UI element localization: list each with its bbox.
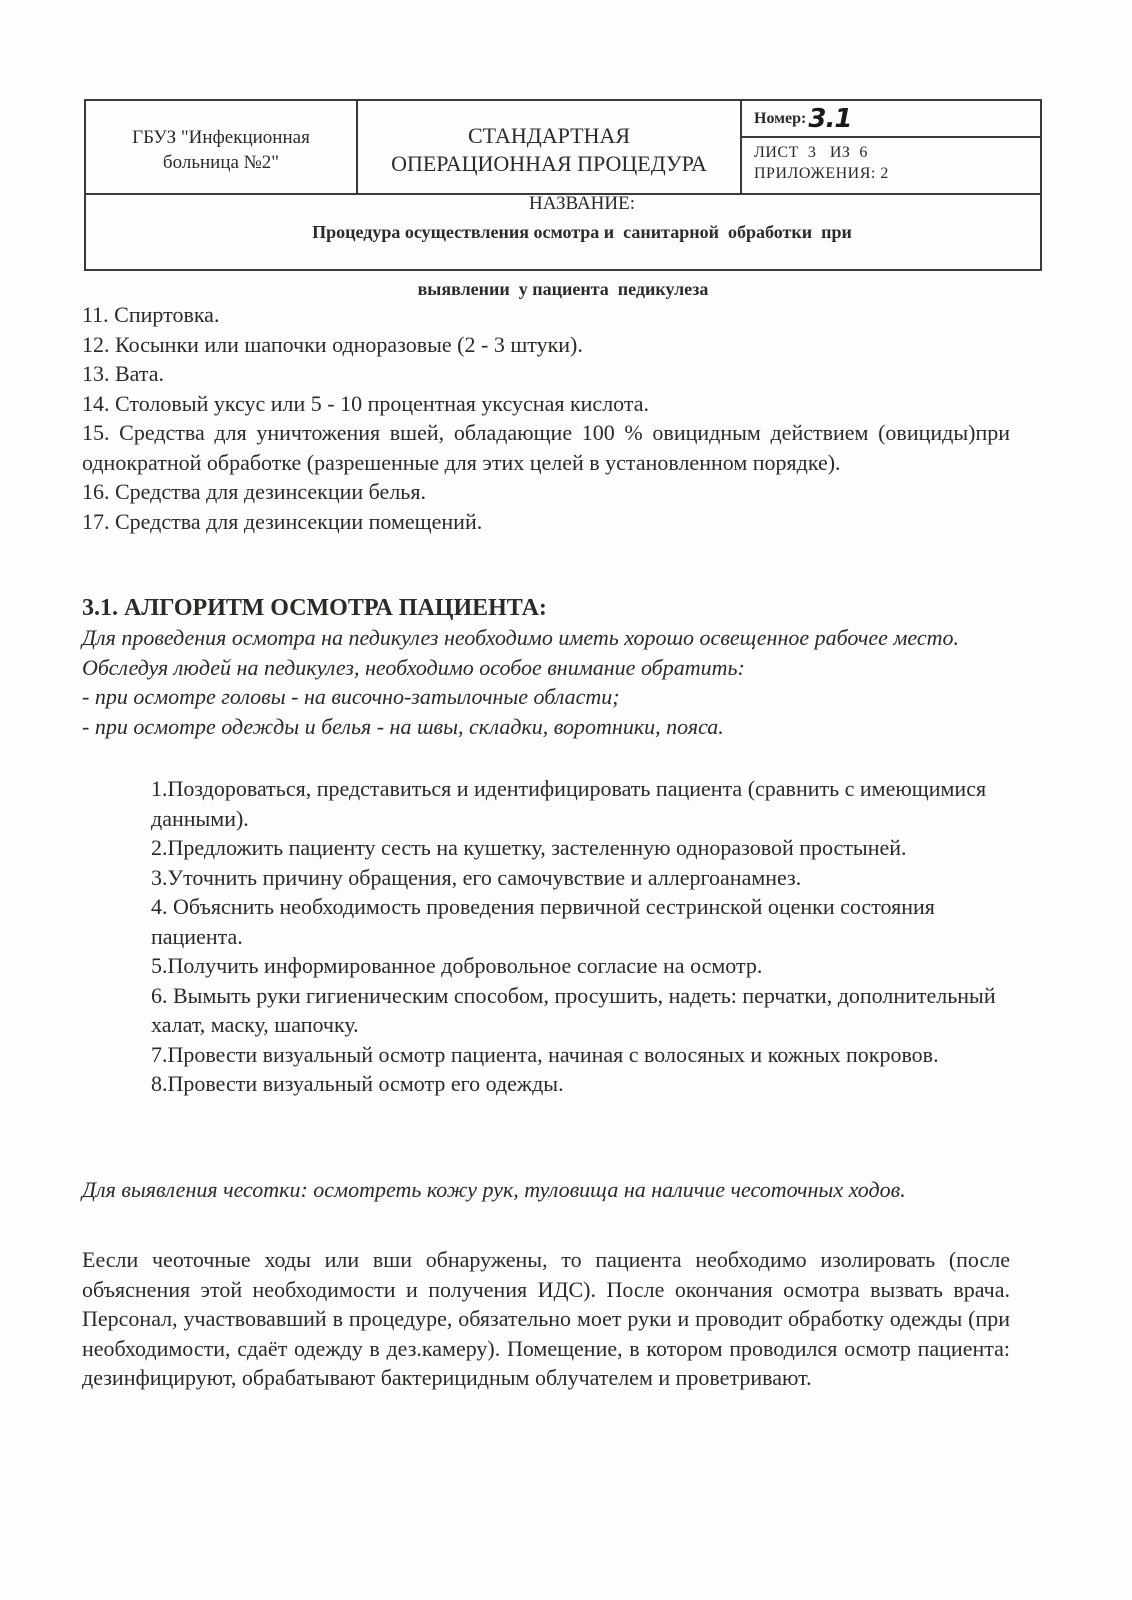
document-type-line2: ОПЕРАЦИОННАЯ ПРОЦЕДУРА xyxy=(391,151,707,176)
procedure-name-line2: выявлении у пациента педикулеза xyxy=(417,278,709,299)
organization-name-line2: больница №2" xyxy=(162,152,280,173)
document-number-value: 3.1 xyxy=(808,103,852,134)
section-heading: 3.1. АЛГОРИТМ ОСМОТРА ПАЦИЕНТА: xyxy=(82,595,547,621)
document-type-line1: СТАНДАРТНАЯ xyxy=(467,123,631,148)
list-item: 15. Средства для уничтожения вшей, обладающие 100 % овицидным действием (овициды)при однократной обработке (разрешенные для этих целей в установленном порядке). xyxy=(82,420,1010,475)
procedure-name-cell xyxy=(86,192,1040,299)
equipment-list xyxy=(82,300,1010,536)
step-item: 6. Вымыть руки гигиеническим способом, просушить, надеть: перчатки, дополнительный халат, маску, шапочку. xyxy=(151,982,996,1037)
list-item: 13. Вата. xyxy=(82,361,165,386)
list-item: 12. Косынки или шапочки одноразовые (2 - 3 штуки). xyxy=(82,331,583,357)
procedure-name-label: НАЗВАНИЕ: xyxy=(528,192,635,214)
step-item: 4. Объяснить необходимость проведения первичной сестринской оценки состояния пациента. xyxy=(151,894,935,949)
scabies-note: Для выявления чесотки: осмотреть кожу рук, туловища на наличие чесоточных ходов. xyxy=(82,1177,906,1202)
section-intro xyxy=(82,623,1010,741)
intro-paragraph: Для проведения осмотра на педикулез необходимо иметь хорошо освещенное рабочее место. xyxy=(82,625,960,650)
procedure-name-line1: Процедура осуществления осмотра и санитарной обработки при xyxy=(312,221,852,242)
appendix-count: ПРИЛОЖЕНИЯ: 2 xyxy=(754,165,889,182)
step-item: 2.Предложить пациенту сесть на кушетку, застеленную одноразовой простыней. xyxy=(151,835,907,860)
organization-name-line1: ГБУЗ "Инфекционная xyxy=(132,127,310,148)
intro-paragraph: - при осмотре головы - на височно-затылочные области; xyxy=(82,684,620,709)
intro-paragraph: Обследуя людей на педикулез, необходимо особое внимание обратить: xyxy=(82,654,745,680)
procedure-steps xyxy=(151,774,1011,1099)
sheet-count: ЛИСТ 3 ИЗ 6 xyxy=(754,144,868,161)
step-item: 7.Провести визуальный осмотр пациента, начиная с волосяных и кожных покровов. xyxy=(151,1041,939,1067)
list-item: 16. Средства для дезинсекции белья. xyxy=(82,479,426,504)
list-item: 11. Спиртовка. xyxy=(82,302,220,327)
step-item: 3.Уточнить причину обращения, его самочувствие и аллергоанамнез. xyxy=(151,864,802,890)
step-item: 8.Провести визуальный осмотр его одежды. xyxy=(151,1071,564,1096)
header-table xyxy=(84,99,1042,299)
document-number-label: Номер: xyxy=(754,109,807,127)
final-paragraph: Еесли чеоточные ходы или вши обнаружены, то пациента необходимо изолировать (после объяснения этой необходимости и получения ИДС). После окончания осмотра вызвать врача. Персонал, участвовавший в процедуре, обязательно моет руки и проводит обработку одежды (при необходимости, сдаёт одежду в дез.камеру). Помещение, в котором проводился осмотр пациента: дезинфицируют, обрабатывают бактерицидным облучателем и проветривают. xyxy=(82,1247,1010,1390)
list-item: 14. Столовый уксус или 5 - 10 процентная уксусная кислота. xyxy=(82,390,650,416)
list-item: 17. Средства для дезинсекции помещений. xyxy=(82,508,483,534)
step-item: 1.Поздороваться, представиться и идентифицировать пациента (сравнить с имеющимися данными). xyxy=(151,776,987,831)
document-number xyxy=(742,101,1040,138)
intro-paragraph: - при осмотре одежды и белья - на швы, складки, воротники, пояса. xyxy=(82,713,724,739)
step-item: 5.Получить информированное добровольное согласие на осмотр. xyxy=(151,953,763,978)
